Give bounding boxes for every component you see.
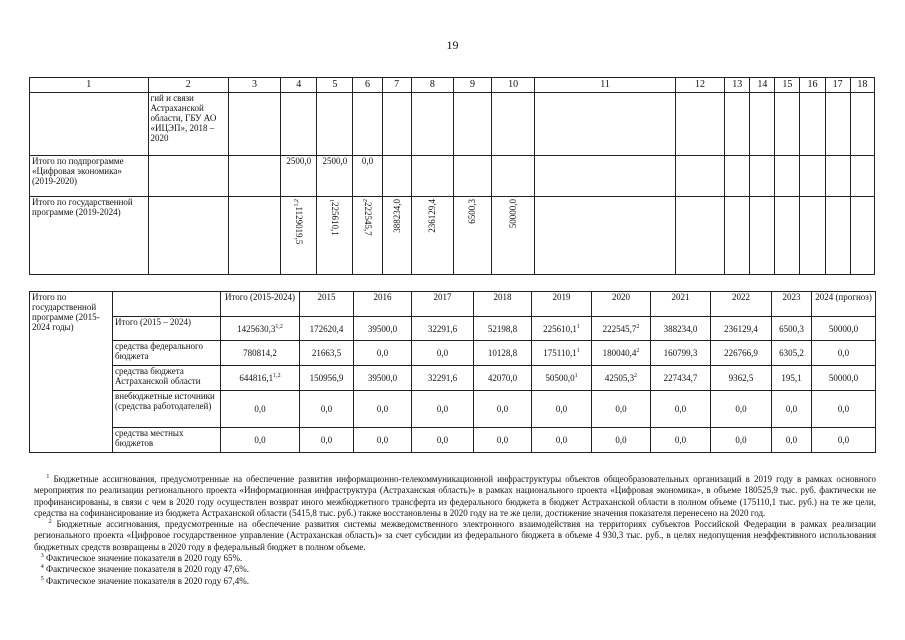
cell-c4: 2500,0 [281, 156, 317, 197]
column-number-row [30, 78, 875, 93]
funding-row-extrabudgetary [30, 391, 876, 428]
value-cell: 21663,5 [300, 341, 354, 366]
funding-row-total [30, 317, 876, 341]
value-cell: 50000,0 [812, 366, 876, 391]
value-cell: 0,0 [412, 391, 474, 428]
value-cell: 0,0 [812, 341, 876, 366]
value-cell: 0,0 [412, 428, 474, 453]
column-number: 6 [353, 78, 382, 93]
value-cell: 0,0 [354, 341, 412, 366]
program-summary-table [29, 291, 876, 453]
cell-c10: 50000,0 [508, 199, 519, 229]
value-cell: 0,0 [354, 428, 412, 453]
value-cell: 0,0 [711, 428, 772, 453]
value-cell: 9362,5 [711, 366, 772, 391]
program-total-label: Итого по государственной программе (2019-2024) [30, 197, 149, 275]
value-cell: 0,0 [592, 428, 651, 453]
value-cell: 0,0 [812, 428, 876, 453]
value-cell: 42070,0 [474, 366, 532, 391]
column-number: 4 [281, 78, 317, 93]
header-year: 2024 (прогноз) [812, 292, 876, 317]
cell-c5: 225610,1$^1$ [329, 199, 340, 236]
subprogram-total-label: Итого по подпрограмме «Цифровая экономика» (2019-2020) [30, 156, 149, 197]
value-cell: 52198,8 [474, 317, 532, 341]
summary-title: Итого по государственной программе (2015-2024 годы) [30, 292, 113, 453]
row-label: внебюджетные источники (средства работодателей) [113, 391, 221, 428]
value-cell: 0,0 [711, 391, 772, 428]
header-year: 2022 [711, 292, 772, 317]
page-number: 19 [446, 38, 459, 52]
header-year: 2017 [412, 292, 474, 317]
value-cell: 50000,0 [812, 317, 876, 341]
column-number: 12 [675, 78, 724, 93]
column-number: 8 [411, 78, 453, 93]
value-cell: 0,0 [532, 391, 592, 428]
cell-c5: 2500,0 [317, 156, 353, 197]
cell-c6: 222545,7$^2$ [362, 199, 373, 236]
column-number: 1 [30, 78, 149, 93]
value-cell: 175110,1$^1$ [532, 341, 592, 366]
column-number: 14 [750, 78, 775, 93]
value-cell: 0,0 [812, 391, 876, 428]
column-number: 9 [453, 78, 491, 93]
header-year: 2021 [651, 292, 711, 317]
value-cell: 180040,4$^2$ [592, 341, 651, 366]
column-number: 10 [492, 78, 535, 93]
row-label: средства федерального бюджета [113, 341, 221, 366]
funding-row-local [30, 428, 876, 453]
executor-cell: гий и связи Астраханской области, ГБУ АО «ИЦЭП», 2018 – 2020 [148, 93, 228, 156]
header-year: 2018 [474, 292, 532, 317]
header-year: 2023 [772, 292, 812, 317]
value-cell: 0,0 [592, 391, 651, 428]
value-cell: 0,0 [221, 428, 300, 453]
column-number: 7 [382, 78, 411, 93]
value-cell: 0,0 [772, 428, 812, 453]
cell-c4: 1129019,5$^{1,2}$ [293, 199, 304, 245]
header-year: 2020 [592, 292, 651, 317]
column-number: 15 [775, 78, 800, 93]
row-label: Итого (2015 – 2024) [113, 317, 221, 341]
column-number: 5 [317, 78, 353, 93]
value-cell: 150956,9 [300, 366, 354, 391]
cell-c8: 236129,4 [427, 199, 438, 233]
column-number: 16 [800, 78, 825, 93]
row-label: средства бюджета Астраханской области [113, 366, 221, 391]
column-number: 13 [725, 78, 750, 93]
value-cell: 195,1 [772, 366, 812, 391]
cell-c7: 388234,0 [391, 199, 402, 233]
program-total-row [30, 197, 875, 275]
value-cell: 227434,7 [651, 366, 711, 391]
value-cell: 10128,8 [474, 341, 532, 366]
funding-row-regional [30, 366, 876, 391]
value-cell: 0,0 [300, 428, 354, 453]
value-cell: 0,0 [772, 391, 812, 428]
cell-c9: 6500,3 [467, 199, 478, 224]
continuation-row [30, 93, 875, 156]
value-cell: 0,0 [300, 391, 354, 428]
value-cell: 222545,7$^2$ [592, 317, 651, 341]
value-cell: 780814,2 [221, 341, 300, 366]
funding-row-federal [30, 341, 876, 366]
value-cell: 42505,3$^2$ [592, 366, 651, 391]
value-cell: 236129,4 [711, 317, 772, 341]
value-cell: 1425630,3$^{1,2}$ [221, 317, 300, 341]
header-total: Итого (2015-2024) [221, 292, 300, 317]
footnote: $^2$ Бюджетные ассигнования, предусмотренные на обеспечение развития системы межведомственного электронного взаимодействия на территориях субъектов Российской Федерации в рамках реализации регионального проекта «Цифровое государственное управление (Астраханская область)» за счет субсидии из федерального бюджета в объеме 4 930,3 тыс. руб., в целях недопущения неэффективного использования бюджетных средств возвращены в 2020 году в федеральный бюджет в полном объеме. [34, 519, 876, 552]
value-cell: 0,0 [651, 428, 711, 453]
value-cell: 160799,3 [651, 341, 711, 366]
footnote: $^4$ Фактическое значение показателя в 2020 году 47,6%. [40, 564, 249, 575]
summary-header-row [30, 292, 876, 317]
footnote: $^5$ Фактическое значение показателя в 2020 году 67,4%. [40, 575, 249, 586]
value-cell: 6305,2 [772, 341, 812, 366]
value-cell: 0,0 [221, 391, 300, 428]
header-year: 2019 [532, 292, 592, 317]
value-cell: 0,0 [532, 428, 592, 453]
footnote: $^1$ Бюджетные ассигнования, предусмотренные на обеспечение развития информационно-телекоммуникационной инфраструктуры объектов общеобразовательных организаций в 2019 году в рамках основного мероприятия по реализации регионального проекта «Информационная инфраструктура (Астраханская область)» в рамках национального проекта «Цифровая экономика», в объеме 180525,9 тыс. руб. фактически не профинансированы, в связи с чем в 2020 году осуществлен возврат иного межбюджетного трансферта из федерального бюджета в бюджет Астраханской области в полном объеме (175110,1 тыс. руб.) на те же цели, средства на софинансирование из бюджета Астраханской области (5415,8 тыс. руб.) также восстановлены в 2020 году на те же цели, достижение значения показателя перенесено на 2020 год. [34, 474, 876, 518]
column-number: 11 [535, 78, 676, 93]
footnote: $^3$ Фактическое значение показателя в 2020 году 65%. [40, 553, 243, 564]
value-cell: 32291,6 [412, 317, 474, 341]
header-year: 2016 [354, 292, 412, 317]
value-cell: 388234,0 [651, 317, 711, 341]
value-cell: 0,0 [412, 341, 474, 366]
value-cell: 0,0 [474, 428, 532, 453]
value-cell: 172620,4 [300, 317, 354, 341]
value-cell: 644816,1$^{1,2}$ [221, 366, 300, 391]
subprogram-total-row [30, 156, 875, 197]
value-cell: 50500,0$^1$ [532, 366, 592, 391]
value-cell: 6500,3 [772, 317, 812, 341]
column-number: 18 [850, 78, 874, 93]
column-number: 3 [228, 78, 280, 93]
cell-c6: 0,0 [353, 156, 382, 197]
value-cell: 32291,6 [412, 366, 474, 391]
value-cell: 0,0 [354, 391, 412, 428]
footnotes [34, 474, 876, 587]
value-cell: 0,0 [651, 391, 711, 428]
row-label: средства местных бюджетов [113, 428, 221, 453]
value-cell: 39500,0 [354, 366, 412, 391]
header-year: 2015 [300, 292, 354, 317]
column-number: 17 [825, 78, 850, 93]
value-cell: 0,0 [474, 391, 532, 428]
column-number: 2 [148, 78, 228, 93]
value-cell: 226766,9 [711, 341, 772, 366]
value-cell: 39500,0 [354, 317, 412, 341]
measures-table [29, 77, 875, 275]
value-cell: 225610,1$^1$ [532, 317, 592, 341]
